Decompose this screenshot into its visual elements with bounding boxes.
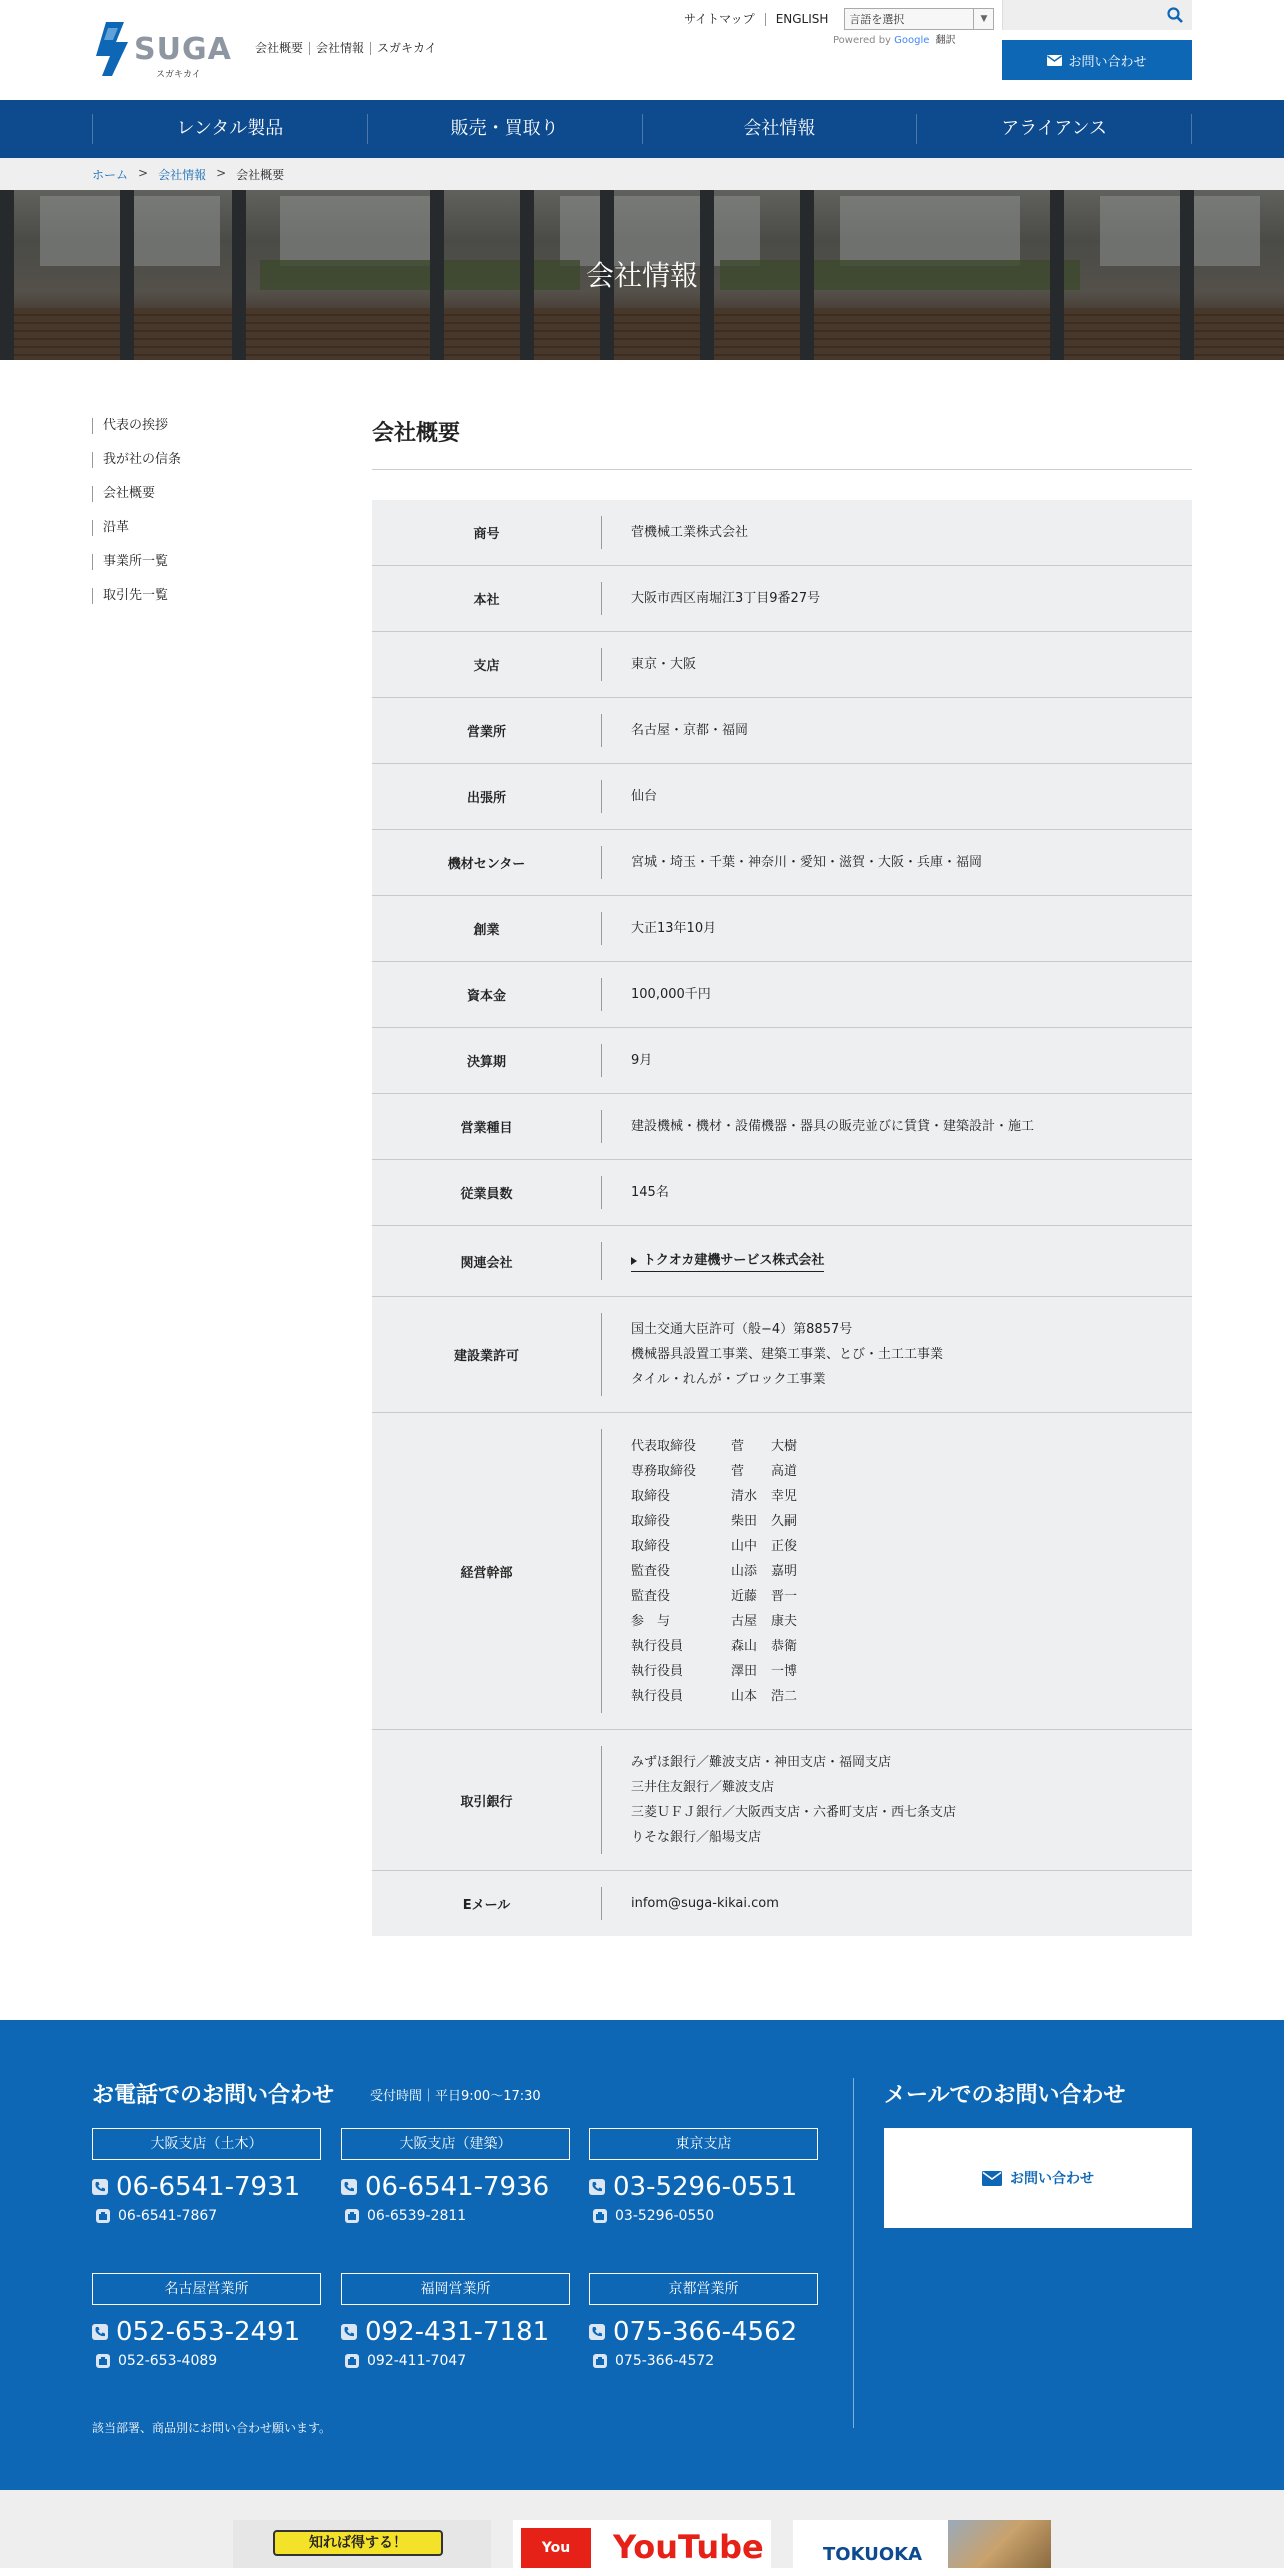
header-tag-links: [255, 42, 443, 55]
section-title: 会社概要: [372, 418, 1192, 470]
executive-last-name: 山本: [731, 1688, 758, 1704]
table-row: [372, 1160, 1192, 1226]
breadcrumb-sep: >: [138, 166, 149, 180]
executive-role: 執行役員: [631, 1663, 684, 1679]
row-label: 出張所: [466, 791, 506, 806]
branch-tel[interactable]: [589, 2315, 818, 2349]
logo-mark-icon: [92, 22, 132, 76]
executive-role: 執行役員: [631, 1688, 684, 1704]
email-value[interactable]: infom@suga-kikai.com: [631, 1896, 779, 1911]
table-row: [372, 1297, 1192, 1413]
executive-last-name: 菅: [731, 1463, 745, 1479]
executive-last-name: 山中: [731, 1538, 758, 1554]
executive-row: [631, 1609, 1192, 1634]
nav-item-company[interactable]: 会社情報: [642, 114, 917, 144]
branch-name: 大阪支店（建築）: [341, 2128, 570, 2160]
row-value: 名古屋・京都・福岡: [631, 723, 749, 738]
branch-fax: [341, 2353, 570, 2369]
branch-name: 名古屋営業所: [92, 2273, 321, 2305]
table-row: [372, 896, 1192, 962]
row-label: 決算期: [466, 1055, 506, 1070]
table-row: [372, 1028, 1192, 1094]
executive-first-name: 幸児: [771, 1488, 798, 1504]
fax-icon: [593, 2209, 607, 2223]
executive-first-name: 浩二: [771, 1688, 798, 1704]
mail-icon: [1047, 55, 1062, 66]
search-input[interactable]: [1002, 0, 1192, 30]
logo-sub: スガキカイ: [156, 70, 201, 80]
contact-button-label: お問い合わせ: [1068, 54, 1147, 70]
row-label: 商号: [473, 527, 500, 542]
branch-card: [589, 2273, 818, 2369]
chevron-down-icon: ▼: [973, 9, 993, 29]
related-company-link[interactable]: トクオカ建機サービス株式会社: [631, 1251, 824, 1272]
row-value: 宮城・埼玉・千葉・神奈川・愛知・滋賀・大阪・兵庫・福岡: [631, 855, 983, 870]
hero-banner: [0, 190, 1284, 360]
branch-name: 福岡営業所: [341, 2273, 570, 2305]
fax-icon: [593, 2354, 607, 2368]
branch-tel-number: 06-6541-7936: [365, 2172, 550, 2202]
tips-banner[interactable]: [233, 2520, 491, 2568]
powered-by-google: [833, 31, 956, 46]
tips-banner-label: 知れば得する！: [273, 2530, 443, 2556]
row-value: 菅機械工業株式会社: [631, 525, 749, 540]
footer-contact: [0, 2020, 1284, 2490]
executive-row: [631, 1634, 1192, 1659]
executive-first-name: 高道: [771, 1463, 798, 1479]
branch-card: [341, 2128, 570, 2224]
breadcrumb-sep: >: [216, 166, 227, 180]
branch-fax-number: 03-5296-0550: [615, 2208, 715, 2224]
breadcrumb-home[interactable]: ホーム: [92, 168, 129, 182]
fax-icon: [345, 2354, 359, 2368]
executive-first-name: 晋一: [771, 1588, 798, 1604]
mail-contact-title: メールでのお問い合わせ: [884, 2083, 1126, 2108]
table-row: [372, 632, 1192, 698]
translate-link[interactable]: 翻訳: [935, 35, 956, 46]
branch-fax: [341, 2208, 570, 2224]
branch-name: 東京支店: [589, 2128, 818, 2160]
business-hours: 受付時間｜平日9:00〜17:30: [370, 2089, 541, 2104]
phone-icon: [341, 2324, 357, 2340]
row-label: 関連会社: [460, 1255, 513, 1271]
executive-last-name: 柴田: [731, 1513, 758, 1529]
branch-name: 大阪支店（土木）: [92, 2128, 321, 2160]
table-row: [372, 1094, 1192, 1160]
sidebar: [92, 418, 352, 622]
table-row: [372, 500, 1192, 566]
executive-role: 取締役: [631, 1513, 671, 1529]
branch-fax: [92, 2208, 321, 2224]
footer-divider: [853, 2078, 854, 2428]
row-label: 建設業許可: [453, 1349, 519, 1364]
utility-nav: [674, 8, 994, 30]
row-label: 経営幹部: [460, 1565, 513, 1581]
row-value: 100,000千円: [631, 987, 711, 1002]
branch-tel-number: 052-653-2491: [116, 2317, 301, 2347]
executive-first-name: 康夫: [771, 1613, 798, 1629]
table-row: [372, 1226, 1192, 1297]
fax-icon: [345, 2209, 359, 2223]
fax-icon: [96, 2354, 110, 2368]
row-value: 建設機械・機材・設備機器・器具の販売並びに賃貸・建築設計・施工: [631, 1119, 1035, 1134]
branch-card: [92, 2128, 321, 2224]
banner-area: [0, 2490, 1284, 2568]
header-tag-2: スガキカイ: [370, 42, 443, 55]
row-value: 仙台: [631, 789, 658, 804]
row-label: 機材センター: [447, 857, 526, 872]
fax-icon: [96, 2209, 110, 2223]
executive-role: 代表取締役: [631, 1438, 697, 1454]
phone-icon: [92, 2179, 108, 2195]
executive-last-name: 清水: [731, 1488, 758, 1504]
executive-row: [631, 1484, 1192, 1509]
row-label: 支店: [473, 659, 500, 674]
executive-row: [631, 1459, 1192, 1484]
executive-last-name: 古屋: [731, 1613, 758, 1629]
executive-row: [631, 1584, 1192, 1609]
table-row: [372, 764, 1192, 830]
mail-icon: [982, 2171, 1002, 2186]
executive-last-name: 菅: [731, 1438, 745, 1454]
sidebar-item-offices[interactable]: 事業所一覧: [92, 554, 352, 570]
row-value: 大阪市西区南堀江3丁目9番27号: [631, 591, 821, 606]
site-logo[interactable]: [92, 22, 232, 80]
sidebar-item-creed[interactable]: 我が社の信条: [92, 452, 352, 468]
executive-role: 専務取締役: [631, 1463, 697, 1479]
branch-fax-number: 06-6541-7867: [118, 2208, 218, 2224]
breadcrumb-current: 会社概要: [236, 168, 285, 182]
contact-button[interactable]: [1002, 40, 1192, 80]
row-value: 145名: [631, 1185, 669, 1200]
english-link[interactable]: ENGLISH: [765, 13, 839, 26]
language-select[interactable]: [844, 8, 994, 30]
branch-tel[interactable]: [92, 2170, 321, 2204]
row-value: 9月: [631, 1053, 653, 1068]
table-row: [372, 698, 1192, 764]
branch-tel-number: 06-6541-7931: [116, 2172, 301, 2202]
phone-icon: [589, 2179, 605, 2195]
executive-role: 取締役: [631, 1488, 671, 1504]
executive-row: [631, 1434, 1192, 1459]
header-tag-1: 会社情報: [309, 42, 370, 55]
logo-word: SUGA: [134, 32, 232, 67]
row-label: 資本金: [466, 989, 506, 1004]
executive-first-name: 恭衛: [771, 1638, 798, 1654]
branch-name: 京都営業所: [589, 2273, 818, 2305]
table-row: [372, 962, 1192, 1028]
license-line: 機械器具設置工事業、建築工事業、とび・土工工事業: [631, 1347, 944, 1362]
branch-tel-number: 075-366-4562: [613, 2317, 798, 2347]
powered-by-label: Powered by: [833, 35, 891, 46]
row-label: 営業所: [466, 725, 506, 740]
branch-tel[interactable]: [92, 2315, 321, 2349]
phone-icon: [341, 2179, 357, 2195]
nav-item-rental[interactable]: レンタル製品: [92, 114, 367, 144]
tokuoka-photo: [948, 2520, 1051, 2568]
table-row: [372, 1730, 1192, 1871]
sitemap-link[interactable]: サイトマップ: [684, 11, 755, 26]
executive-row: [631, 1684, 1192, 1709]
executive-last-name: 森山: [731, 1638, 758, 1654]
executive-last-name: 澤田: [731, 1663, 758, 1679]
sidebar-item-overview[interactable]: 会社概要: [92, 486, 352, 502]
phone-icon: [589, 2324, 605, 2340]
breadcrumb-parent[interactable]: 会社情報: [158, 168, 207, 182]
phone-contact-title: お電話でのお問い合わせ: [92, 2083, 335, 2108]
header-tag-0: 会社概要: [255, 41, 304, 55]
executive-last-name: 山添: [731, 1563, 758, 1579]
executive-role: 取締役: [631, 1538, 671, 1554]
branch-tel[interactable]: [341, 2170, 570, 2204]
contact-note: 該当部署、商品別にお問い合わせ願います。: [92, 2421, 332, 2435]
tokuoka-logo: TOKUOKA: [823, 2544, 923, 2565]
global-nav: [0, 100, 1284, 158]
search-icon[interactable]: [1166, 6, 1184, 24]
tokuoka-banner[interactable]: [793, 2520, 1051, 2568]
bank-line: 三井住友銀行／難波支店: [631, 1780, 775, 1795]
row-label: 本社: [473, 593, 500, 608]
executive-row: [631, 1534, 1192, 1559]
row-value: 大正13年10月: [631, 921, 717, 936]
site-header: [0, 0, 1284, 100]
bank-line: みずほ銀行／難波支店・神田支店・福岡支店: [631, 1755, 892, 1770]
executive-last-name: 近藤: [731, 1588, 758, 1604]
branch-card: [92, 2273, 321, 2369]
page-title: 会社情報: [585, 259, 698, 292]
executive-first-name: 一博: [771, 1663, 798, 1679]
branch-tel-number: 092-431-7181: [365, 2317, 550, 2347]
executive-first-name: 久嗣: [771, 1513, 798, 1529]
executive-row: [631, 1559, 1192, 1584]
row-label: 営業種目: [460, 1121, 513, 1136]
mail-contact-label: お問い合わせ: [1010, 2171, 1094, 2187]
branch-tel[interactable]: [341, 2315, 570, 2349]
executive-first-name: 大樹: [771, 1438, 798, 1454]
executive-first-name: 正俊: [771, 1538, 798, 1554]
executive-row: [631, 1509, 1192, 1534]
branch-fax-number: 06-6539-2811: [367, 2208, 467, 2224]
nav-item-sales[interactable]: 販売・買取り: [367, 114, 642, 144]
row-label: 従業員数: [460, 1187, 513, 1202]
table-row: [372, 1413, 1192, 1730]
google-label: Google: [894, 35, 930, 46]
license-line: 国土交通大臣許可（般−4）第8857号: [631, 1322, 853, 1337]
main-content: [372, 418, 1192, 1913]
executive-row: [631, 1659, 1192, 1684]
executive-role: 執行役員: [631, 1638, 684, 1654]
youtube-icon: You: [521, 2528, 591, 2568]
executive-first-name: 嘉明: [771, 1563, 798, 1579]
bank-line: 三菱ＵＦＪ銀行／大阪西支店・六番町支店・西七条支店: [631, 1805, 957, 1820]
license-line: タイル・れんが・ブロック工事業: [631, 1372, 826, 1387]
branch-fax: [589, 2353, 818, 2369]
branch-fax-number: 075-366-4572: [615, 2353, 715, 2369]
mail-contact-button[interactable]: [884, 2128, 1192, 2228]
branch-card: [589, 2128, 818, 2224]
row-label: Eメール: [462, 1898, 511, 1913]
executive-role: 監査役: [631, 1588, 671, 1604]
youtube-wordmark: YouTube: [613, 2528, 764, 2566]
row-label: 創業: [473, 923, 500, 938]
branch-fax-number: 052-653-4089: [118, 2353, 218, 2369]
table-row: [372, 830, 1192, 896]
phone-icon: [92, 2324, 108, 2340]
branch-fax-number: 092-411-7047: [367, 2353, 467, 2369]
row-value: 東京・大阪: [631, 657, 697, 672]
branch-tel[interactable]: [589, 2170, 818, 2204]
table-row: [372, 1871, 1192, 1936]
bank-line: りそな銀行／船場支店: [631, 1830, 762, 1845]
sidebar-item-history[interactable]: 沿革: [92, 520, 352, 536]
executive-role: 参 与: [631, 1613, 671, 1629]
sidebar-item-clients[interactable]: 取引先一覧: [92, 588, 352, 604]
branch-fax: [92, 2353, 321, 2369]
nav-item-alliance[interactable]: アライアンス: [916, 114, 1192, 144]
row-label: 取引銀行: [460, 1794, 513, 1810]
youtube-banner[interactable]: [513, 2520, 771, 2568]
table-row: [372, 566, 1192, 632]
company-table: [372, 500, 1192, 1936]
branch-tel-number: 03-5296-0551: [613, 2172, 798, 2202]
language-select-value: 言語を選択: [849, 13, 905, 26]
sidebar-item-greeting[interactable]: 代表の挨拶: [92, 418, 352, 434]
branch-card: [341, 2273, 570, 2369]
branch-fax: [589, 2208, 818, 2224]
breadcrumb: [0, 158, 1284, 190]
executive-role: 監査役: [631, 1563, 671, 1579]
